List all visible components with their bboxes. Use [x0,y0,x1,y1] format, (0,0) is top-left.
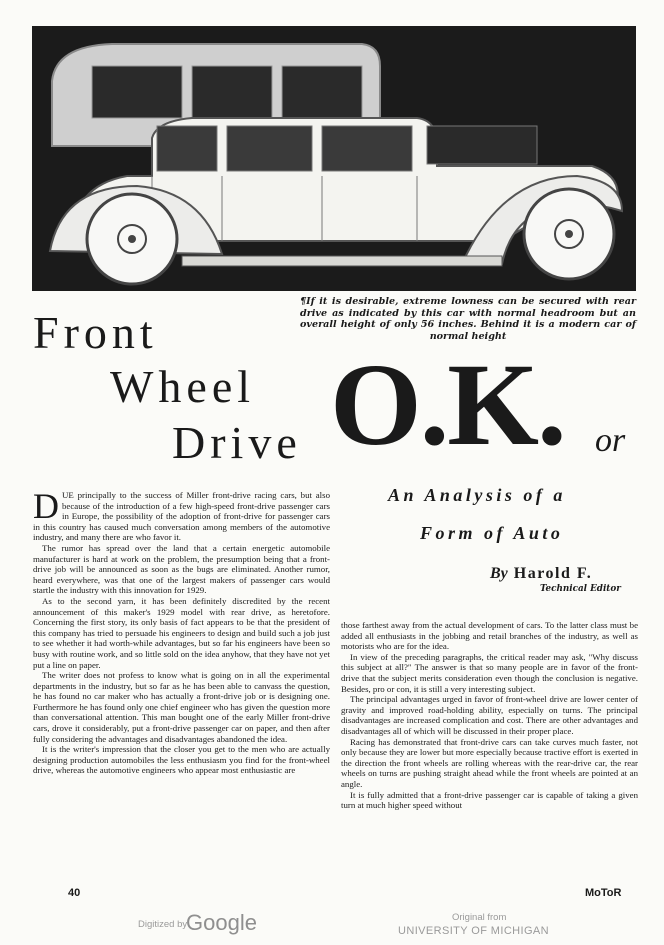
page-number: 40 [68,887,81,899]
title-ok: O.K. [330,339,565,470]
byline-author: Harold F. [513,565,593,582]
title-front: Front [33,307,158,358]
byline [490,565,592,583]
article-column-1 [33,486,330,776]
article-paragraph: It is fully admitted that a front-drive passenger car is capable of taking a given turn at much higher speed without [341,789,638,811]
article-paragraph: The writer does not profess to know what is going on in all the experimental departments in the industry, but so far as he has been able to canvass the question, he has found no car maker who has actually a front-drive job or is designing one. Furthermore he has found only one chief engineer who has given the question more than conversational attention. This man bought one of the early Miller front-drive cars, drove it considerably, put a front-drive passenger car on paper, and then after fully considering the advantages and disadvantages abandoned the idea. [33,670,330,744]
title-wheel: Wheel [110,361,256,412]
subtitle-line-1: An Analysis of a [388,485,566,505]
article-paragraph: As to the second yarn, it has been definitely discredited by the recent announcement of this maker's 1929 model with rear drive, as heretofore. Concerning the first story, its only basis of fact appears to be that the president of this company has tried to persuade his engineers to design and build such a job just to see whether it had worth-while advantages, but so far his engineers have been so busy with routine work, and so little sold on the idea anyhow, that they have not yet put a line on paper. [33,595,330,670]
article-paragraph: The rumor has spread over the land that a certain energetic automobile manufacturer is hard at work on the problem, the presumption being that a front-drive job will be announced as soon as the bugs are eliminated. Another rumor, heard everywhere, was that one of the largest makers of passenger cars would startle the industry with this innovation for 1929. [33,542,330,596]
magazine-name: MoToR [585,887,622,899]
drop-cap: D [33,486,59,526]
paragraph-mark-icon: ¶ [300,296,307,307]
article-paragraph: In view of the preceding paragraphs, the critical reader may ask, "Why discuss this subject at all?" The answer is that so many people are in favor of the front-drive that the subject merits consideration even though the conclusion is negative. Besides, pro or con, it is still a very interesting subject. [341,651,638,694]
illustration-caption: ¶If it is desirable, extreme lowness can be secured with rear drive as indicated by this car with normal headroom but an overall height of only 56 inches. Behind it is a modern car of normal height [300,296,636,342]
article-paragraph: The principal advantages urged in favor of front-wheel drive are lower center of gravity and improved road-holding ability, especially on turns. The principal disadvantages are increased complication and cost. There are other advantages and disadvantages all of which will be discussed in their proper place. [341,694,638,736]
article-paragraph: Racing has demonstrated that front-drive cars can take curves much faster, not only because they are lower but more especially because tractive effort is exerted in the direction the front wheels are rolling whereas with the rear-drive car, the rear wheels on turns are pushing straight ahead while the front wheels are pointed at an angle. [341,736,638,789]
article-column-2 [341,620,638,811]
article-paragraph: DUE principally to the success of Miller front-drive racing cars, but also because of the introduction of a few high-speed front-drive passenger cars in Europe, the possibility of the adoption of front-drive for passenger cars in this country has caused much conversation among members of the automotive industry, and many there are who favor it. [33,486,330,543]
university-label: UNIVERSITY OF MICHIGAN [398,925,549,937]
title-or: or [595,422,626,459]
car-drawing [32,26,636,291]
digitized-by-label: Digitized by [138,919,188,930]
subtitle-line-2: Form of Auto [420,523,564,543]
article-paragraph: It is the writer's impression that the closer you get to the men who are actually designing production automobiles the less enthusiasm you find for the front-wheel drive, whereas the automotive engineers who appear most enthusiastic are [33,744,330,776]
google-logo: Google [186,910,257,935]
title-drive: Drive [172,417,302,468]
car-illustration [32,26,636,291]
article-paragraph: those farthest away from the actual development of cars. To the latter class must be added all enthusiasts in the jobbing and retail branches of the industry, as well as motorists who are for the idea. [341,620,638,652]
byline-by: By [490,565,508,582]
original-from-label: Original from [452,912,507,923]
byline-role: Technical Editor [540,584,621,594]
